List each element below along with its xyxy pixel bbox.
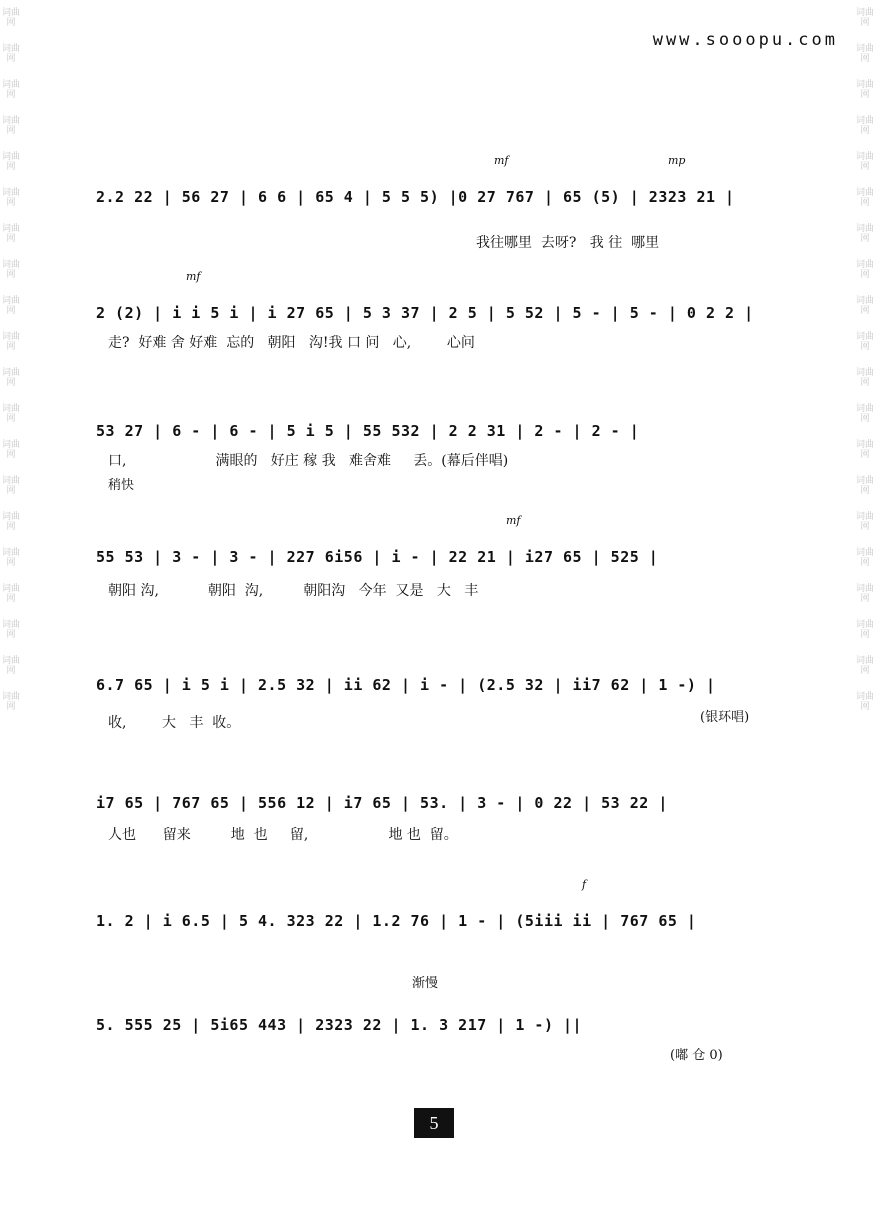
lyric-line-2: 走? 好难 舍 好难 忘的 朝阳 沟!我 口 问 心, 心问 (108, 335, 475, 351)
score-row-3 (96, 414, 786, 454)
performer-note: (银环唱) (700, 710, 750, 725)
site-url: www.sooopu.com (652, 30, 838, 50)
notation-line: 5. 555 25 | 5i65 443 | 2323 22 | 1. 3 217 | 1 -) || (96, 1016, 583, 1034)
left-watermark-column: 词曲网 词曲网 词曲网 词曲网 词曲网 词曲网 词曲网 词曲网 词曲网 词曲网 词曲网 词曲网 词曲网 词曲网 词曲网 词曲网 词曲网 词曲网 词曲网 词曲网 (1, 8, 20, 712)
lyric-line-5: 收, 大 丰 收。 (108, 715, 241, 731)
notation-line: 53 27 | 6 - | 6 - | 5 i 5 | 55 532 | 2 2 31 | 2 - | 2 - | (96, 422, 640, 440)
score-row-6 (96, 786, 786, 826)
dynamic-mark: mf (494, 154, 509, 167)
notation-line: i7 65 | 767 65 | 556 12 | i7 65 | 53. | 3 - | 0 22 | 53 22 | (96, 794, 668, 812)
score-row-4 (96, 514, 786, 580)
lyric-line-4: 朝阳 沟, 朝阳 沟, 朝阳沟 今年 又是 大 丰 (108, 583, 479, 599)
score-row-8 (96, 1008, 786, 1048)
performer-note: (嘟 仓 0) (670, 1048, 723, 1063)
dynamic-mark: f (582, 878, 587, 891)
score-row-2 (96, 270, 786, 336)
notation-line: 2.2 22 | 56 27 | 6 6 | 65 4 | 5 5 5) |0 27 767 | 65 (5) | 2323 21 | (96, 188, 735, 206)
dynamic-mark: mp (668, 154, 686, 167)
tempo-mark: 渐慢 (412, 976, 439, 991)
notation-line: 2 (2) | i i 5 i | i 27 65 | 5 3 37 | 2 5 | 5 52 | 5 - | 5 - | 0 2 2 | (96, 304, 754, 322)
lyric-line-6: 人也 留来 地 也 留, 地 也 留。 (108, 827, 458, 843)
notation-line: 6.7 65 | i 5 i | 2.5 32 | ii 62 | i - | (2.5 32 | ii7 62 | 1 -) | (96, 676, 716, 694)
notation-line: 55 53 | 3 - | 3 - | 227 6i56 | i - | 22 21 | i27 65 | 525 | (96, 548, 659, 566)
tempo-mark: 稍快 (108, 478, 135, 493)
score-row-7 (96, 878, 786, 944)
dynamic-mark: mf (186, 270, 201, 283)
notation-line: 1. 2 | i 6.5 | 5 4. 323 22 | 1.2 76 | 1 - | (5iii ii | 767 65 | (96, 912, 697, 930)
lyric-line-3: 口, 满眼的 好庄 稼 我 难舍难 丢。(幕后伴唱) (108, 453, 509, 469)
lyric-line-1: 我往哪里 去呀? 我 往 哪里 (476, 235, 660, 251)
right-watermark-column: 词曲网 词曲网 词曲网 词曲网 词曲网 词曲网 词曲网 词曲网 词曲网 词曲网 词曲网 词曲网 词曲网 词曲网 词曲网 词曲网 词曲网 词曲网 词曲网 词曲网 (855, 8, 874, 712)
score-row-1 (96, 154, 786, 220)
score-row-5 (96, 668, 786, 708)
page-number: 5 (414, 1108, 454, 1138)
dynamic-mark: mf (506, 514, 521, 527)
